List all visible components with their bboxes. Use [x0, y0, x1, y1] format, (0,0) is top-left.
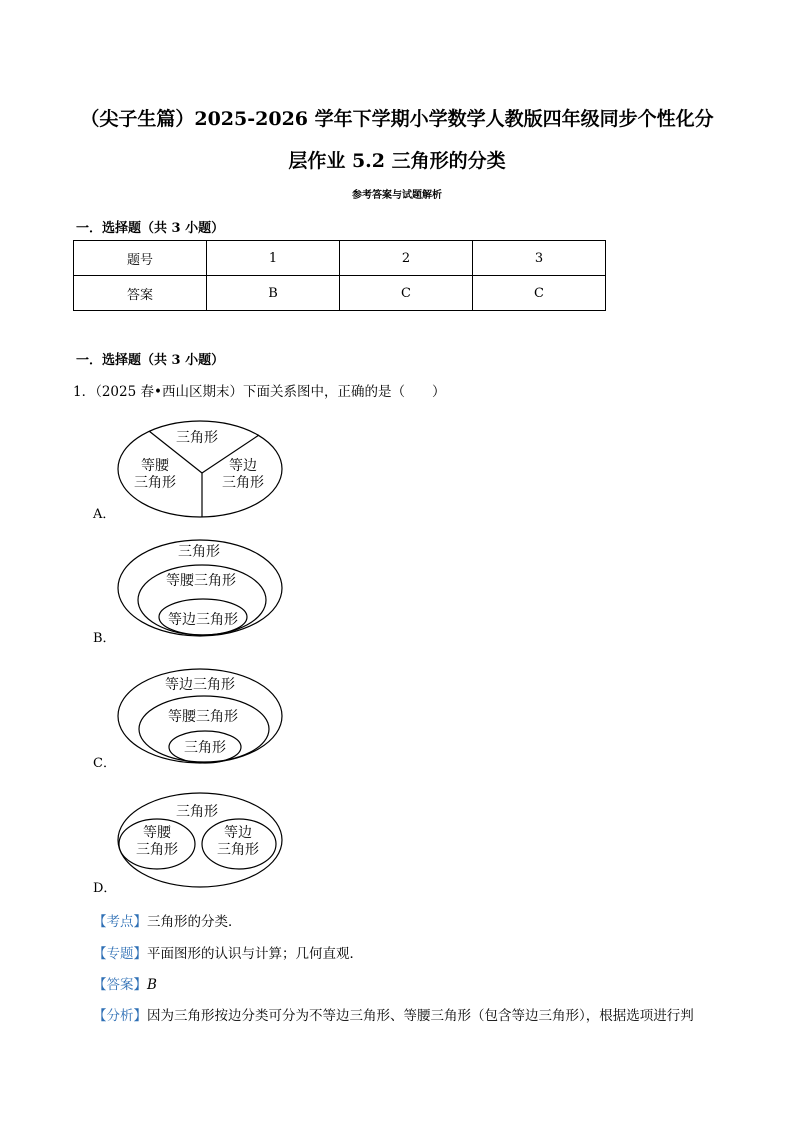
diagram-label: 等边	[224, 825, 252, 841]
diagram-label: 等腰	[141, 458, 169, 474]
fenxi-text: 因为三角形按边分类可分为不等边三角形、等腰三角形（包含等边三角形），根据选项进行判	[147, 1008, 694, 1024]
table-cell: B	[207, 276, 340, 311]
diagram-label: 三角形	[136, 842, 178, 858]
diagram-label: 三角形	[134, 475, 176, 491]
fenxi-line	[93, 1004, 753, 1024]
option-d-label: D．	[93, 881, 117, 896]
diagram-label: 等边	[229, 458, 257, 474]
kaodian-line	[93, 910, 242, 930]
diagram-label: 等腰	[143, 825, 171, 841]
zhuanti-tag: 【专题】	[93, 946, 147, 962]
table-row	[74, 276, 606, 311]
diagram-label: 等腰三角形	[166, 573, 236, 589]
option-c-label: C．	[93, 756, 116, 771]
option-d-diagram	[116, 790, 286, 890]
diagram-label: 等边三角形	[165, 677, 235, 693]
table-cell: 1	[207, 241, 340, 276]
diagram-label: 等腰三角形	[168, 709, 238, 725]
question-text: 1．（2025 春•西山区期末）下面关系图中，正确的是（ ）	[73, 384, 446, 400]
table-cell: C	[473, 276, 606, 311]
diagram-label: 三角形	[176, 804, 218, 820]
option-c-diagram	[116, 666, 286, 766]
daan-text: B	[147, 977, 157, 993]
page-title-line1: （尖子生篇）2025-2026 学年下学期小学数学人教版四年级同步个性化分	[80, 108, 714, 130]
table-cell: C	[340, 276, 473, 311]
table-cell: 答案	[74, 276, 207, 311]
table-row	[74, 241, 606, 276]
kaodian-tag: 【考点】	[93, 914, 147, 930]
table-cell: 2	[340, 241, 473, 276]
page-title-line2: 层作业 5.2 三角形的分类	[288, 150, 506, 172]
diagram-label: 三角形	[176, 430, 218, 446]
section-heading: 一．选择题（共 3 小题）	[76, 221, 225, 236]
section-heading: 一．选择题（共 3 小题）	[76, 353, 225, 368]
diagram-label: 三角形	[178, 544, 220, 560]
option-a-label: A．	[93, 507, 116, 522]
answer-table	[73, 240, 606, 311]
diagram-label: 三角形	[222, 475, 264, 491]
diagram-label: 三角形	[217, 842, 259, 858]
table-cell: 3	[473, 241, 606, 276]
diagram-label: 等边三角形	[168, 612, 238, 628]
page-subtitle: 参考答案与试题解析	[352, 190, 442, 201]
fenxi-tag: 【分析】	[93, 1008, 147, 1024]
option-b-label: B．	[93, 631, 116, 646]
zhuanti-text: 平面图形的认识与计算；几何直观．	[147, 946, 363, 962]
table-cell: 题号	[74, 241, 207, 276]
daan-tag: 【答案】	[93, 977, 147, 993]
option-a-diagram	[116, 418, 286, 520]
zhuanti-line	[93, 942, 363, 962]
daan-line	[93, 973, 157, 993]
kaodian-text: 三角形的分类．	[147, 914, 242, 930]
diagram-label: 三角形	[184, 740, 226, 756]
option-b-diagram	[116, 538, 286, 638]
